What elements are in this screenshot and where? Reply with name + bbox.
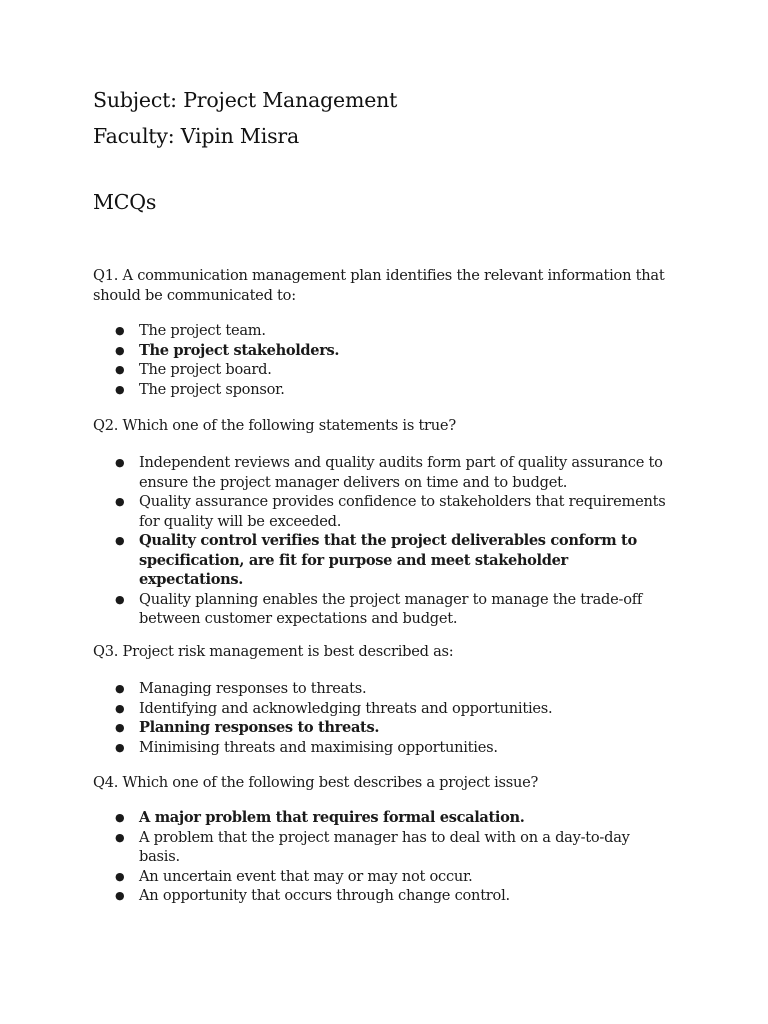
option-text: An opportunity that occurs through change control. [139,887,510,904]
option-text: Identifying and acknowledging threats and opportunities. [139,699,553,717]
option-item [115,886,674,906]
bullet-icon: ● [115,592,125,606]
question-2: Q2. Which one of the following statements is true? [93,417,456,434]
bullet-icon: ● [115,534,125,547]
option-text: An uncertain event that may or may not occur. [139,867,473,885]
option-text: The project stakeholders. [139,341,340,359]
subject-heading: Subject: Project Management [93,88,398,112]
question-3-options [115,679,674,757]
option-item [115,492,674,531]
bullet-icon: ● [115,830,125,844]
option-text: Planning responses to threats. [139,719,380,736]
correct-option-item [115,341,674,361]
option-item [115,738,674,758]
option-item [115,828,674,867]
question-4-options [115,808,674,906]
bullet-icon: ● [115,382,125,396]
option-text: Minimising threats and maximising opportunities. [139,738,498,756]
option-item [115,699,674,719]
option-item [115,360,674,380]
option-item [115,679,674,699]
bullet-icon: ● [115,889,125,902]
question-3: Q3. Project risk management is best described as: [93,643,454,660]
option-text: The project board. [139,361,272,378]
bullet-icon: ● [115,324,125,337]
option-text: The project team. [139,322,266,339]
option-text: Quality assurance provides confidence to stakeholders that requirements for quality will be exceeded. [139,493,666,530]
option-text: Managing responses to threats. [139,680,367,697]
question-4: Q4. Which one of the following best describes a project issue? [93,774,539,791]
bullet-icon: ● [115,343,125,357]
section-title: MCQs [93,190,157,214]
option-item [115,867,674,887]
option-text: Quality planning enables the project manager to manage the trade-off between customer expectations and budget. [139,590,643,627]
bullet-icon: ● [115,721,125,734]
option-text: The project sponsor. [139,380,285,398]
bullet-icon: ● [115,456,125,469]
option-item [115,321,674,341]
option-item [115,590,674,629]
option-text: A major problem that requires formal escalation. [139,809,525,826]
question-1: Q1. A communication management plan identifies the relevant information that should be communicated to: [93,267,665,304]
question-1-options [115,321,674,399]
bullet-icon: ● [115,740,125,754]
option-text: Quality control verifies that the project deliverables conform to specification, are fit for purpose and meet stakeholder expectations. [139,532,637,588]
faculty-heading: Faculty: Vipin Misra [93,124,300,148]
option-item [115,380,674,400]
question-2-options [115,453,674,629]
option-item [115,453,674,492]
correct-option-item [115,718,674,738]
bullet-icon: ● [115,682,125,695]
bullet-icon: ● [115,869,125,883]
correct-option-item [115,531,674,590]
bullet-icon: ● [115,811,125,824]
option-text: A problem that the project manager has to deal with on a day-to-day basis. [139,828,630,865]
bullet-icon: ● [115,495,125,508]
bullet-icon: ● [115,701,125,715]
bullet-icon: ● [115,363,125,376]
option-text: Independent reviews and quality audits form part of quality assurance to ensure the project manager delivers on time and to budget. [139,454,663,491]
correct-option-item [115,808,674,828]
